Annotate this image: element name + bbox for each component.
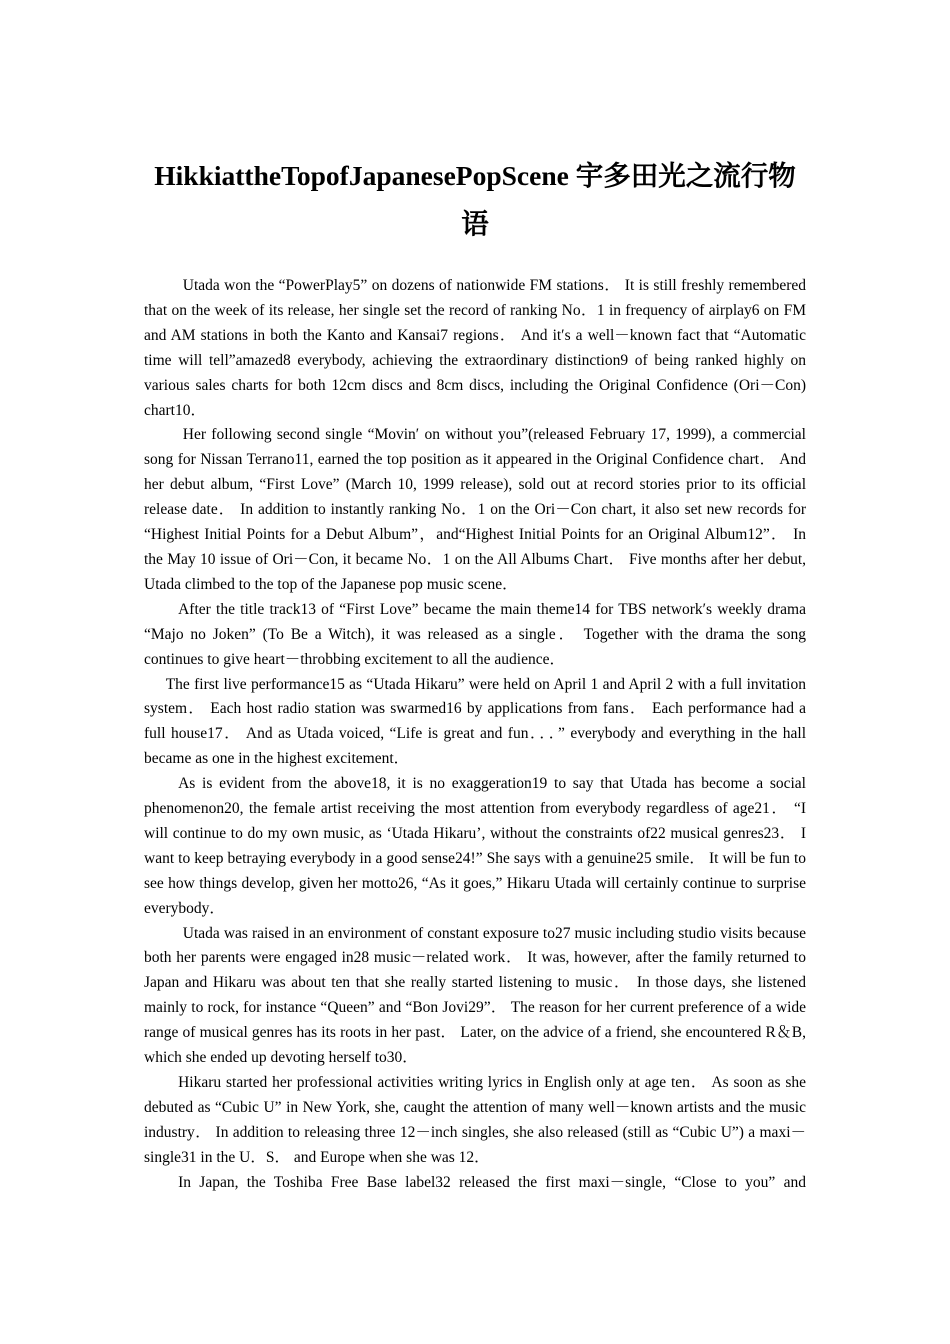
paragraph-4: The first live performance15 as “Utada Hikaru” were held on April 1 and April 2 with a full invitation system． Each host radio station was swarmed16 by applications from fans． Each performance had a full house17． And as Utada voiced, “Life is great and fun．．．” everybody and everything in the hall became as one in the highest excitement． (144, 675, 806, 768)
paragraph-8: In Japan, the Toshiba Free Base label32 released the first maxi－single, “Close to you” and (178, 1173, 806, 1191)
article-body (144, 274, 806, 1196)
paragraph-7: Hikaru started her professional activities writing lyrics in English only at age ten． As soon as she debuted as “Cubic U” in New York, she, caught the attention of many well－known artists and the music industry． In addition to releasing three 12－inch singles, she also released (still as “Cubic U”) a maxi－single31 in the U．S． and Europe when she was 12． (144, 1074, 806, 1166)
paragraph-3: After the title track13 of “First Love” became the main theme14 for TBS network′s weekly drama “Majo no Joken” (To Be a Witch), it was released as a single． Together with the drama the song continues to give heart－throbbing excitement to all the audience． (144, 600, 806, 668)
paragraph-5: As is evident from the above18, it is no exaggeration19 to say that Utada has become a social phenomenon20, the female artist receiving the most attention from everybody regardless of age21． “I will continue to do my own music, as ‘Utada Hikaru’, without the constraints of22 musical genres23． I want to keep betraying everybody in a good sense24!” She says with a genuine25 smile． It will be fun to see how things develop, given her motto26, “As it goes,” Hikaru Utada will certainly continue to surprise everybody． (144, 775, 806, 917)
paragraph-1: Utada won the “PowerPlay5” on dozens of nationwide FM stations． It is still freshly remembered that on the week of its release, her single set the record of ranking No．1 in frequency of airplay6 on FM and AM stations in both the Kanto and Kansai7 regions． And it′s a well－known fact that “Automatic time will tell”amazed8 everybody, achieving the extraordinary distinction9 of being ranked highly on various sales charts for both 12cm discs and 8cm discs, including the Original Confidence (Ori－Con) chart10． (144, 277, 806, 419)
paragraph-6: Utada was raised in an environment of constant exposure to27 music including studio visits because both her parents were engaged in28 music－related work． It was, however, after the family returned to Japan and Hikaru was about ten that she really started listening to music． In those days, she listened mainly to rock, for instance “Queen” and “Bon Jovi29”． The reason for her current preference of a wide range of musical genres has its roots in her past． Later, on the advice of a friend, she encountered R＆B, which she ended up devoting herself to30． (144, 924, 806, 1067)
paragraph-2: Her following second single “Movin′ on without you”(released February 17, 1999), a commercial song for Nissan Terrano11, earned the top position as it appeared in the Original Confidence chart． And her debut album, “First Love” (March 10, 1999 release), sold out at record stories prior to its official release date． In addition to instantly ranking No．1 on the Ori－Con chart, it also set new records for “Highest Initial Points for a Debut Album”，and“Highest Initial Points for an Original Album12”． In the May 10 issue of Ori－Con, it became No．1 on the All Albums Chart． Five months after her debut, Utada climbed to the top of the Japanese pop music scene． (144, 426, 806, 593)
document-title: HikkiattheTopofJapanesePopScene 宇多田光之流行物语 (154, 160, 796, 239)
